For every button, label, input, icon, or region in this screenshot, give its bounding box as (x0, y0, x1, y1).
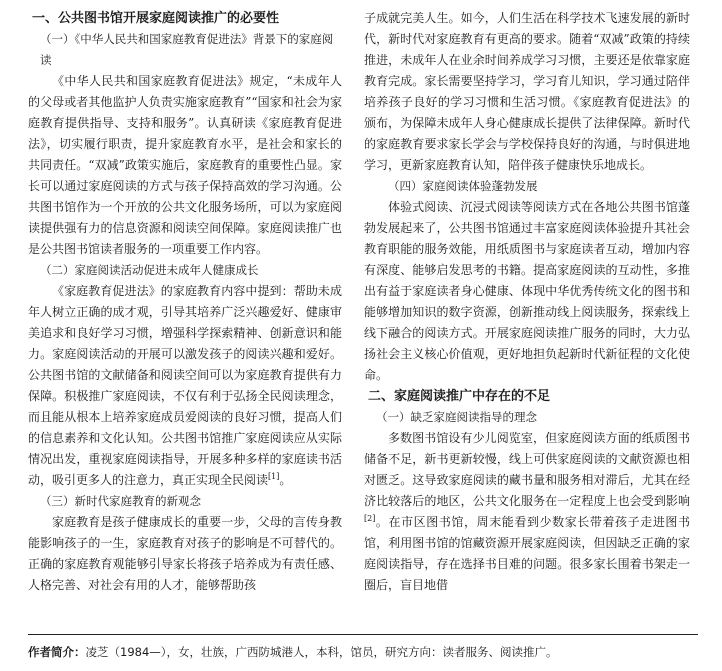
paragraph-2-text: 《家庭教育促进法》的家庭教育内容中提到：帮助未成年人树立正确的成才观，引导其培养广泛兴趣爱好、健康审美追求和良好学习习惯，增强科学探索精神、创新意识和能力。家庭阅读活动的开展可以激发孩子的阅读兴趣和爱好。公共图书馆的文献储备和阅读空间可以为家庭教育提供有力保障。积极推广家庭阅读，不仅有利于弘扬全民阅读理念，而且能从根本上培养家庭成员爱阅读的良好习惯，提高人们的信息素养和文化认知。公共图书馆推广家庭阅读应从实际情况出发，重视家庭阅读指导，开展多种多样的家庭读书活动，吸引更多人的注意力，真正实现全民阅读 (28, 284, 342, 487)
paragraph-3: 家庭教育是孩子健康成长的重要一步，父母的言传身教能影响孩子的一生，家庭教育对孩子的影响是不可替代的。正确的家庭教育观能够引导家长将孩子培养成为有责任感、人格完善、对社会有用的人才，能够帮助孩 (28, 515, 342, 592)
paragraph-5-end: 。在市区图书馆，周末能看到少数家长带着孩子走进图书馆，利用图书馆的馆藏资源开展家庭阅读，但因缺乏正确的家庭阅读指导，存在选择书目难的问题。很多家长围着书架走一圈后，盲目地借 (364, 515, 690, 592)
section-heading-1: 一、公共图书馆开展家庭阅读推广的必要性 (32, 11, 280, 26)
paragraph-4: 体验式阅读、沉浸式阅读等阅读方式在各地公共图书馆蓬勃发展起来了，公共图书馆通过丰富家庭阅读体验提升其社会教育职能的服务效能，用纸质图书与家庭读者互动，增加内容有深度、能够启发思考的书籍。提高家庭阅读的互动性，多推出有益于家庭读者身心健康、体现中华优秀传统文化的图书和能够增加知识的数字资源，创新推动线上阅读服务，探索线上线下融合的阅读方式。开展家庭阅读推广服务的同时，大力弘扬社会主义核心价值观，更好地担负起新时代新征程的文化使命。 (364, 200, 690, 382)
subheading-5: （一）缺乏家庭阅读指导的理念 (376, 410, 537, 424)
paragraph-2-end: 。 (279, 473, 292, 487)
paragraph-5-text: 多数图书馆设有少儿阅览室，但家庭阅读方面的纸质图书储备不足，新书更新较慢，线上可供家庭阅读的文献资源也相对匮乏。这导致家庭阅读的藏书量和服务相对滞后，尤其在经济比较落后的地区，公共文化服务在一定程度上也会受到影响 (364, 431, 690, 508)
paragraph-3-continued: 子成就完美人生。如今，人们生活在科学技术飞速发展的新时代，新时代对家庭教育有更高的要求。随着“双减”政策的持续推进，未成年人在业余时间养成学习习惯，主要还是依靠家庭教育完成。家长需要坚持学习，学习育儿知识，学习通过陪伴培养孩子良好的学习习惯和生活习惯。《家庭教育促进法》的颁布，为保障未成年人身心健康成长提供了法律保障。新时代的家庭教育要求家长学会与学校保持良好的沟通，与时俱进地学习，更新家庭教育认知，陪伴孩子健康快乐地成长。 (364, 11, 690, 172)
subheading-2: （二）家庭阅读活动促进未成年人健康成长 (40, 263, 259, 277)
subheading-4: （四）家庭阅读体验蓬勃发展 (388, 179, 538, 193)
citation-ref-1: [1] (268, 472, 280, 481)
paragraph-5 (364, 428, 690, 596)
author-footnote (28, 634, 698, 661)
footnote-label: 作者简介： (28, 645, 86, 659)
citation-ref-2: [2] (364, 514, 376, 523)
section-heading-2: 二、家庭阅读推广中存在的不足 (368, 389, 551, 404)
right-column (364, 8, 690, 596)
paragraph-2 (28, 281, 342, 491)
footnote-text: 凌芝（1984—），女，壮族，广西防城港人，本科，馆员，研究方向：读者服务、阅读推广。 (85, 645, 558, 659)
left-column (28, 8, 342, 596)
subheading-3: （三）新时代家庭教育的新观念 (40, 494, 201, 508)
paragraph-1: 《中华人民共和国家庭教育促进法》规定，“未成年人的父母或者其他监护人负责实施家庭教育”“国家和社会为家庭教育提供指导、支持和服务”。认真研读《家庭教育促进法》，切实履行职责，提升家庭教育水平，是社会和家长的共同责任。“双减”政策实施后，家庭教育的重要性凸显。家长可以通过家庭阅读的方式与孩子保持高效的学习沟通。公共图书馆作为一个开放的公共文化服务场所，可以为家庭阅读提供强有力的信息资源和阅读空间保障。家庭阅读推广也是公共图书馆读者服务的一项重要工作内容。 (28, 74, 342, 256)
subheading-1: （一）《中华人民共和国家庭教育促进法》背景下的家庭阅读 (40, 32, 334, 67)
